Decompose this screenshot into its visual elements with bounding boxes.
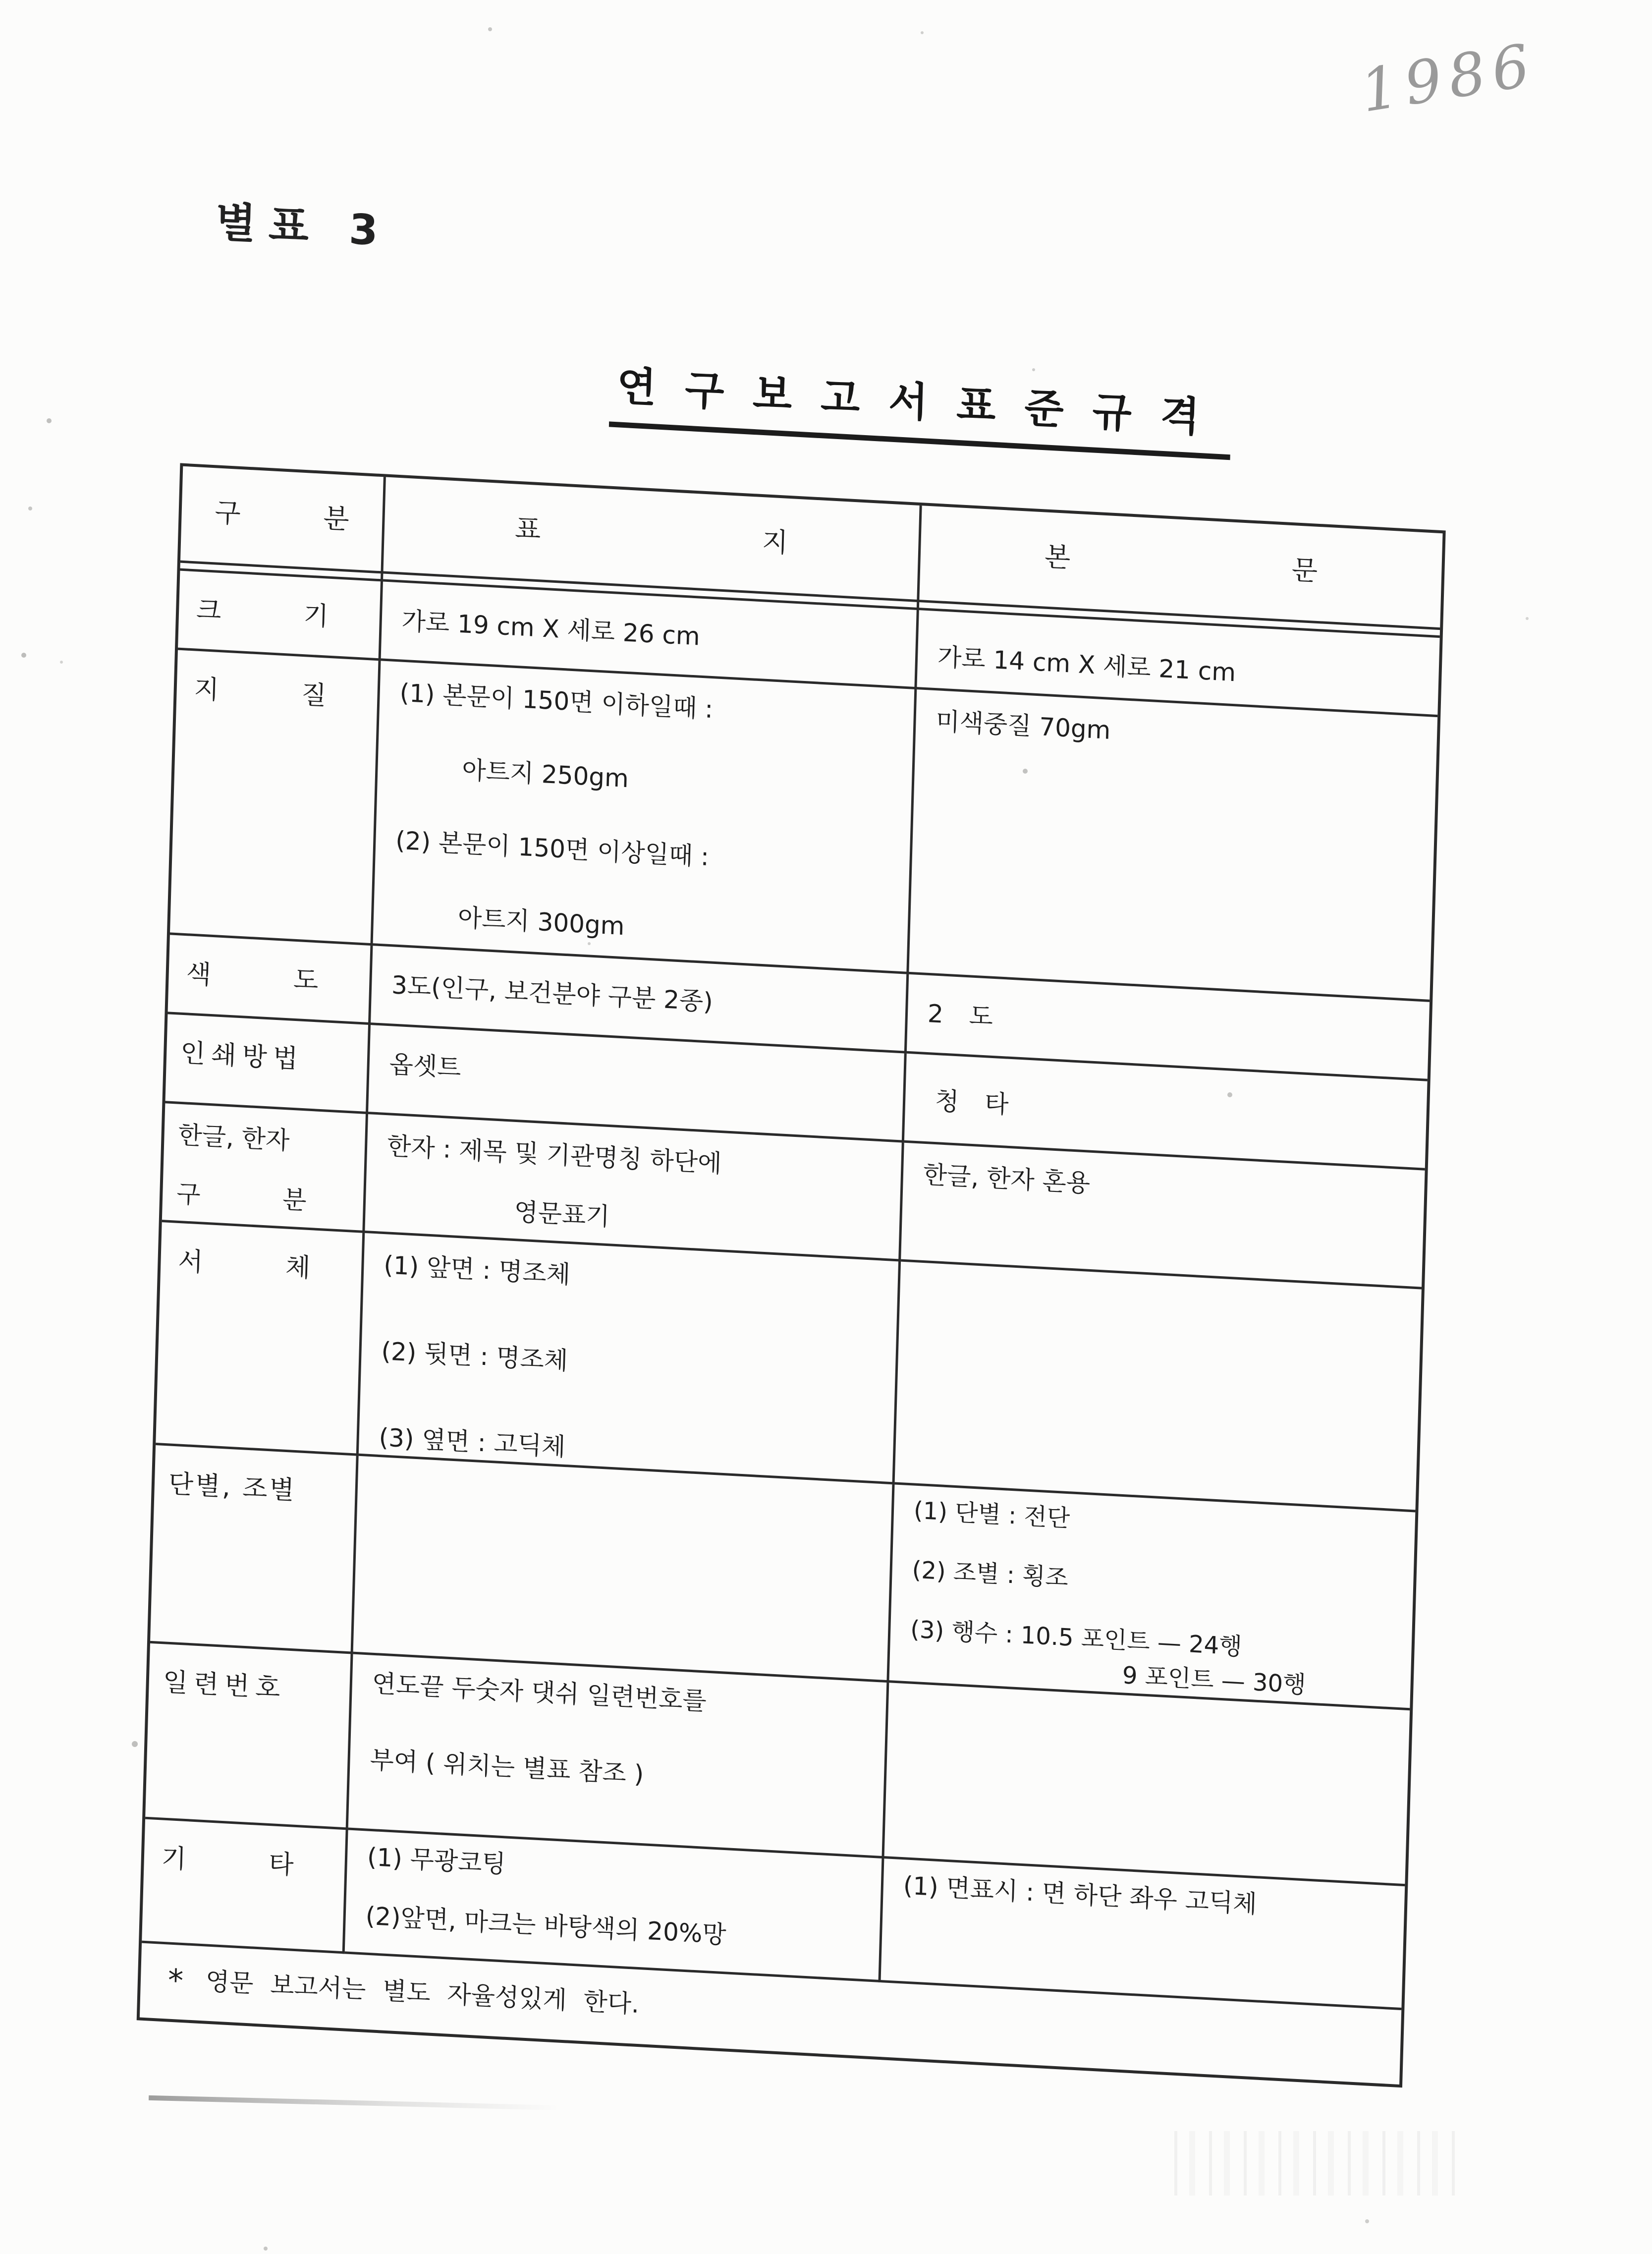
cell-text: 아트지 250gm	[461, 755, 629, 793]
header-body: 본 문	[919, 506, 1442, 630]
spec-table	[137, 463, 1446, 2087]
cell-text: (1) 앞면 : 명조체	[383, 1250, 571, 1290]
cell-text: (2) 조별 : 횡조	[911, 1556, 1069, 1592]
cell-text: 가로 19 cm X 세로 26 cm	[401, 606, 701, 651]
cell-text: 부여 ( 위치는 별표 참조 )	[369, 1745, 644, 1789]
row-paper-label: 지 질	[170, 650, 381, 946]
cell-text: 한자 : 제목 및 기관명칭 하단에	[386, 1131, 722, 1179]
scan-streak-artifact	[1174, 2131, 1462, 2196]
cell-text: 2 도	[927, 999, 993, 1031]
document-title: 연구보고서표준규격	[609, 353, 1232, 460]
cell-text: 연도끝 두숫자 댓쉬 일련번호를	[372, 1669, 707, 1716]
row-hangulhanja-label	[162, 1103, 368, 1233]
annex-label: 별표 3	[215, 197, 392, 256]
handwritten-year-annotation: 1986	[1356, 30, 1541, 126]
row-printing-label: 인쇄방법	[165, 1014, 371, 1114]
cell-text: 청 타	[935, 1086, 1009, 1119]
cell-text: 영문표기	[513, 1197, 610, 1232]
header-category: 구 분	[180, 466, 386, 574]
cell-text: 미색중질 70gm	[935, 707, 1111, 745]
cell-text: 한글, 한자 혼용	[923, 1160, 1091, 1198]
cell-text: 구 분	[176, 1179, 307, 1215]
header-cover: 표 지	[383, 477, 922, 603]
row-columns-body	[889, 1484, 1415, 1710]
cell-text: (2) 본문이 150면 이상일때 :	[395, 826, 710, 872]
cell-text: (2)앞면, 마크는 바탕색의 20%망	[365, 1901, 727, 1950]
cell-text: 아트지 300gm	[457, 903, 625, 941]
footnote-text: 영문 보고서는 별도 자율성있게 한다.	[205, 1967, 640, 2019]
row-typeface-body	[895, 1262, 1422, 1513]
cell-text: (3) 행수 : 10.5 포인트 — 24행	[910, 1615, 1243, 1661]
cell-text: (1) 무광코팅	[367, 1842, 506, 1879]
cell-text: 가로 14 cm X 세로 21 cm	[937, 642, 1236, 687]
row-paper-body	[909, 689, 1437, 1002]
cell-text: (1) 본문이 150면 이하일때 :	[399, 678, 714, 724]
row-typeface-cover	[359, 1233, 901, 1484]
row-etc-label: 기 타	[142, 1819, 348, 1954]
cell-text: 3도(인구, 보건분야 구분 2종)	[391, 970, 714, 1016]
cell-text: (2) 뒷면 : 명조체	[381, 1337, 568, 1376]
cell-text: (1) 단별 : 전단	[913, 1496, 1070, 1533]
row-color-label: 색 도	[167, 935, 373, 1025]
row-paper-cover	[373, 661, 917, 974]
cell-text: (3) 옆면 : 고딕체	[378, 1422, 566, 1462]
row-columns-cover	[353, 1456, 895, 1683]
cell-text: 옵셋트	[388, 1050, 462, 1082]
cell-text: (1) 면표시 : 면 하단 좌우 고딕체	[903, 1871, 1258, 1919]
scan-speck-artifacts	[0, 0, 4, 4]
row-serial-label: 일련번호	[145, 1643, 353, 1830]
cell-text: 9 포인트 — 30행	[1122, 1661, 1307, 1699]
row-typeface-label: 서 체	[156, 1222, 365, 1456]
row-size-label: 크 기	[178, 571, 383, 661]
row-columns-label: 단별, 조별	[150, 1445, 359, 1654]
cell-text: 한글, 한자	[177, 1120, 290, 1155]
footnote-asterisk: *	[167, 1962, 184, 1999]
row-serial-cover	[348, 1654, 889, 1859]
row-serial-body	[884, 1683, 1410, 1886]
